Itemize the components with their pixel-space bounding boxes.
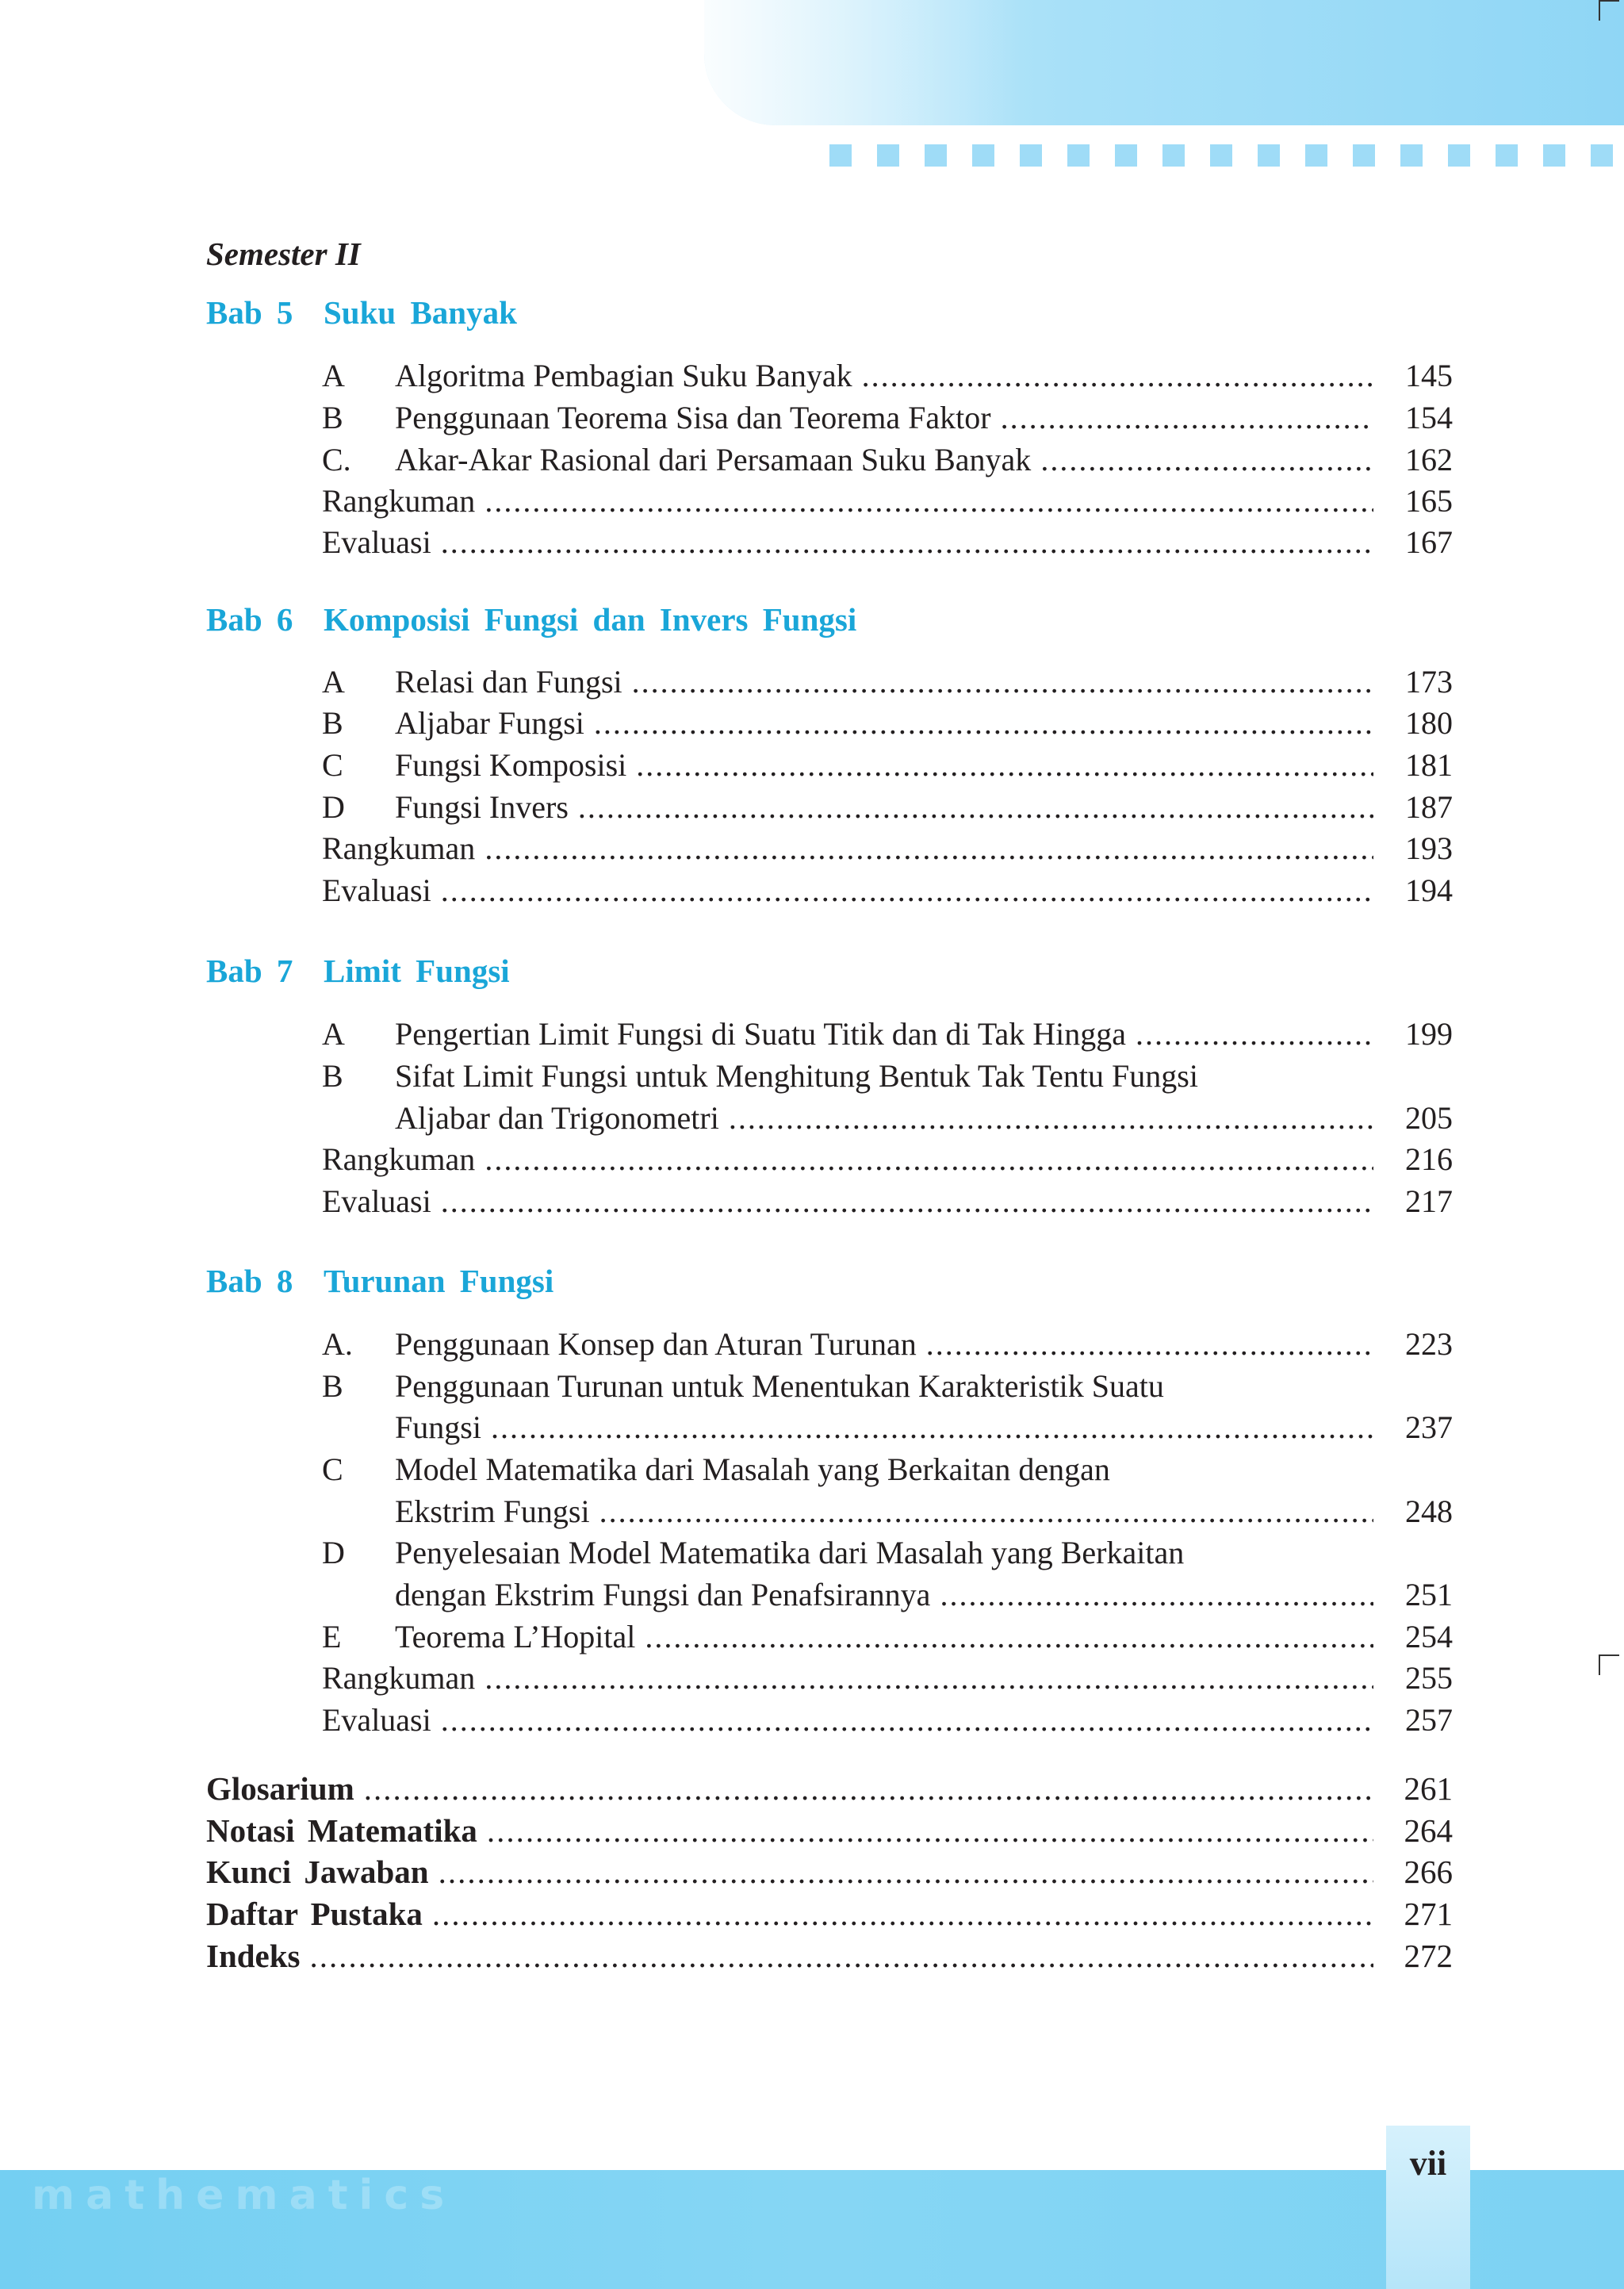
dot-leader (862, 355, 1373, 397)
entry-page: 162 (1405, 442, 1453, 477)
chapter-title-bab5[interactable] (206, 293, 517, 332)
entry-title: Rangkuman (322, 483, 476, 519)
toc-entry-continuation[interactable] (322, 1407, 1453, 1448)
entry-page: 254 (1405, 1619, 1453, 1654)
entry-letter: B (322, 705, 343, 741)
toc-entry[interactable] (322, 661, 1453, 703)
toc-entry[interactable] (322, 1700, 1453, 1741)
semester-heading: Semester II (206, 236, 361, 272)
dot-leader (441, 522, 1373, 563)
toc-entry[interactable] (322, 1014, 1453, 1055)
dot-leader (1001, 397, 1373, 439)
dot-leader (645, 1616, 1373, 1658)
chapter-number: Bab 6 (206, 601, 293, 638)
entry-letter: A (322, 664, 345, 700)
toc-entry[interactable] (322, 828, 1453, 869)
entry-title: Akar-Akar Rasional dari Persamaan Suku Banyak (395, 442, 1032, 477)
entry-page: 187 (1405, 789, 1453, 825)
toc-entry[interactable] (322, 1616, 1453, 1658)
entry-title: Evaluasi (322, 524, 431, 560)
chapter-number: Bab 7 (206, 953, 293, 989)
dot-leader (926, 1324, 1373, 1365)
back-matter-glosarium[interactable] (206, 1768, 1453, 1809)
chapter-name: Turunan Fungsi (324, 1263, 554, 1299)
entry-page: 193 (1405, 830, 1453, 866)
back-matter-page: 271 (1404, 1896, 1453, 1932)
chapter-name: Limit Fungsi (324, 953, 510, 989)
chapter-title-bab6[interactable] (206, 600, 856, 638)
toc-entry-continuation[interactable] (322, 1098, 1453, 1139)
toc-entry[interactable] (322, 1366, 1453, 1407)
entry-page: 199 (1405, 1016, 1453, 1052)
entry-page: 255 (1405, 1660, 1453, 1696)
chapter-name: Suku Banyak (324, 294, 517, 331)
dot-leader (487, 1810, 1373, 1851)
entry-letter: C (322, 1451, 343, 1487)
back-matter-title: Notasi Matematika (206, 1812, 477, 1849)
entry-page: 237 (1405, 1409, 1453, 1445)
chapter-title-bab8[interactable] (206, 1262, 553, 1300)
toc-entry[interactable] (322, 1056, 1453, 1097)
entry-page: 205 (1405, 1100, 1453, 1136)
entry-letter: B (322, 1058, 343, 1094)
dot-leader (485, 481, 1373, 522)
back-matter-daftar-pustaka[interactable] (206, 1893, 1453, 1934)
entry-letter: C. (322, 442, 351, 477)
entry-title: Algoritma Pembagian Suku Banyak (395, 358, 852, 393)
dot-leader (729, 1098, 1373, 1139)
dot-leader (432, 1893, 1373, 1934)
header-fade (704, 0, 1021, 125)
entry-title: Penyelesaian Model Matematika dari Masalah yang Berkaitan (395, 1535, 1185, 1570)
entry-page: 173 (1405, 664, 1453, 700)
entry-title: Fungsi Komposisi (395, 747, 627, 783)
entry-letter: D (322, 789, 345, 825)
entry-letter: D (322, 1535, 345, 1570)
entry-title: Aljabar Fungsi (395, 705, 584, 741)
dot-leader (940, 1574, 1373, 1616)
entry-title: Fungsi Invers (395, 789, 569, 825)
entry-title: Rangkuman (322, 830, 476, 866)
entry-letter: B (322, 1368, 343, 1404)
dot-leader (636, 745, 1373, 786)
toc-entry[interactable] (322, 1181, 1453, 1222)
back-matter-page: 266 (1404, 1854, 1453, 1890)
dot-leader (632, 661, 1373, 703)
entry-page: 154 (1405, 400, 1453, 435)
entry-title: Evaluasi (322, 1702, 431, 1738)
back-matter-title: Daftar Pustaka (206, 1896, 423, 1932)
back-matter-notasi[interactable] (206, 1810, 1453, 1851)
entry-title-continuation: Ekstrim Fungsi (395, 1493, 590, 1529)
back-matter-title: Indeks (206, 1938, 301, 1974)
dot-leader (578, 787, 1373, 828)
entry-page: 167 (1405, 524, 1453, 560)
entry-title: Pengertian Limit Fungsi di Suatu Titik dan di Tak Hingga (395, 1016, 1127, 1052)
dot-leader (310, 1935, 1373, 1977)
dot-leader (491, 1407, 1373, 1448)
back-matter-kunci-jawaban[interactable] (206, 1851, 1453, 1892)
entry-title-continuation: Fungsi (395, 1409, 481, 1445)
dot-leader (441, 1700, 1373, 1741)
footer-watermark: mathematics (32, 2172, 456, 2219)
crop-mark-right (1599, 1654, 1619, 1675)
toc-entry[interactable] (322, 439, 1453, 481)
entry-letter: A (322, 1016, 345, 1052)
toc-entry[interactable] (322, 522, 1453, 563)
toc-entry[interactable] (322, 1139, 1453, 1180)
entry-title: Teorema L’Hopital (395, 1619, 636, 1654)
entry-title: Model Matematika dari Masalah yang Berkaitan dengan (395, 1451, 1110, 1487)
toc-entry[interactable] (322, 1449, 1453, 1490)
chapter-number: Bab 8 (206, 1263, 293, 1299)
entry-title: Penggunaan Konsep dan Aturan Turunan (395, 1326, 917, 1362)
toc-entry[interactable] (322, 355, 1453, 397)
dot-leader (364, 1768, 1373, 1809)
header-dot-row (829, 144, 1624, 167)
entry-letter: A. (322, 1326, 353, 1362)
entry-page: 248 (1405, 1493, 1453, 1529)
dot-leader (485, 1658, 1373, 1699)
dot-leader (485, 1139, 1373, 1180)
back-matter-page: 264 (1404, 1812, 1453, 1849)
entry-title: Penggunaan Teorema Sisa dan Teorema Faktor (395, 400, 991, 435)
entry-page: 194 (1405, 872, 1453, 908)
dot-leader (1040, 439, 1373, 481)
entry-title: Penggunaan Turunan untuk Menentukan Karakteristik Suatu (395, 1368, 1164, 1404)
entry-title: Evaluasi (322, 1183, 431, 1219)
entry-page: 180 (1405, 705, 1453, 741)
toc-entry-continuation[interactable] (322, 1574, 1453, 1616)
dot-leader (485, 828, 1373, 869)
dot-leader (439, 1851, 1373, 1892)
entry-title: Relasi dan Fungsi (395, 664, 622, 700)
chapter-number: Bab 5 (206, 294, 293, 331)
dot-leader (594, 703, 1373, 744)
toc-entry[interactable] (322, 870, 1453, 911)
entry-page: 257 (1405, 1702, 1453, 1738)
entry-title: Rangkuman (322, 1141, 476, 1177)
entry-title: Evaluasi (322, 872, 431, 908)
entry-letter: A (322, 358, 345, 393)
page-number: vii (1409, 2144, 1447, 2183)
toc-entry[interactable] (322, 1532, 1453, 1574)
entry-letter: C (322, 747, 343, 783)
back-matter-indeks[interactable] (206, 1935, 1453, 1977)
toc-entry[interactable] (322, 1324, 1453, 1365)
entry-page: 145 (1405, 358, 1453, 393)
dot-leader (441, 870, 1373, 911)
entry-page: 216 (1405, 1141, 1453, 1177)
entry-page: 251 (1405, 1577, 1453, 1612)
toc-entry-continuation[interactable] (322, 1491, 1453, 1532)
entry-page: 181 (1405, 747, 1453, 783)
toc-entry[interactable] (322, 703, 1453, 744)
toc-entry[interactable] (322, 481, 1453, 522)
back-matter-page: 272 (1404, 1938, 1453, 1974)
chapter-name: Komposisi Fungsi dan Invers Fungsi (324, 601, 857, 638)
entry-title: Rangkuman (322, 1660, 476, 1696)
dot-leader (599, 1491, 1373, 1532)
entry-title: Sifat Limit Fungsi untuk Menghitung Bentuk Tak Tentu Fungsi (395, 1058, 1198, 1094)
entry-page: 165 (1405, 483, 1453, 519)
toc-entry[interactable] (322, 787, 1453, 828)
toc-entry[interactable] (322, 397, 1453, 439)
crop-mark-top (1599, 0, 1619, 21)
dot-leader (1136, 1014, 1373, 1055)
back-matter-title: Kunci Jawaban (206, 1854, 429, 1890)
chapter-title-bab7[interactable] (206, 952, 510, 990)
back-matter-title: Glosarium (206, 1770, 354, 1807)
toc-entry[interactable] (322, 1658, 1453, 1699)
dot-leader (441, 1181, 1373, 1222)
back-matter-page: 261 (1404, 1770, 1453, 1807)
entry-page: 223 (1405, 1326, 1453, 1362)
entry-title-continuation: Aljabar dan Trigonometri (395, 1100, 719, 1136)
entry-page: 217 (1405, 1183, 1453, 1219)
entry-title-continuation: dengan Ekstrim Fungsi dan Penafsirannya (395, 1577, 931, 1612)
entry-letter: B (322, 400, 343, 435)
entry-letter: E (322, 1619, 342, 1654)
toc-entry[interactable] (322, 745, 1453, 786)
